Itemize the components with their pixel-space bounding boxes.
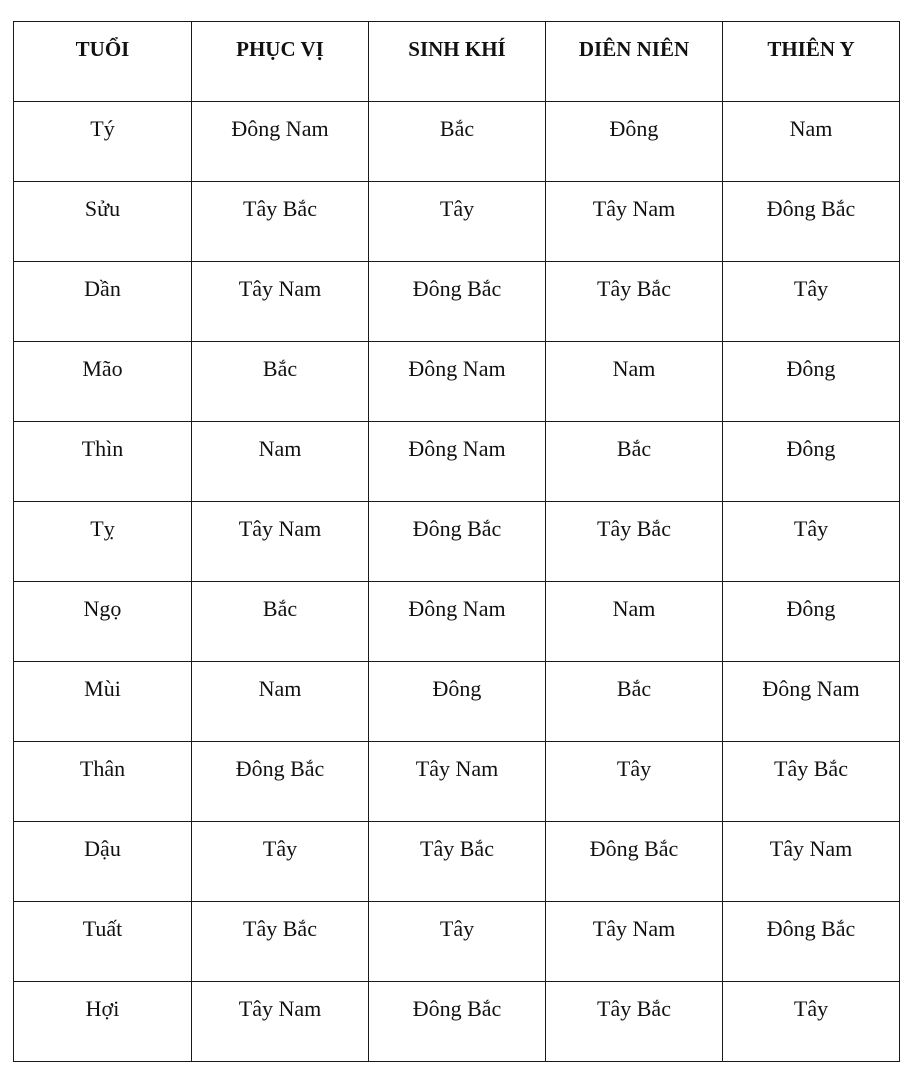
cell-sinh-khi: Đông — [369, 662, 546, 742]
table-row — [14, 182, 900, 262]
header-sinh-khi: SINH KHÍ — [369, 22, 546, 102]
cell-tuoi: Mão — [14, 342, 192, 422]
table-row — [14, 822, 900, 902]
table-row — [14, 982, 900, 1062]
cell-phuc-vi: Tây Bắc — [192, 182, 369, 262]
cell-sinh-khi: Đông Nam — [369, 582, 546, 662]
cell-dien-nien: Tây Bắc — [546, 982, 723, 1062]
header-row — [14, 22, 900, 102]
header-thien-y: THIÊN Y — [723, 22, 900, 102]
table-row — [14, 902, 900, 982]
cell-tuoi: Dần — [14, 262, 192, 342]
header-phuc-vi: PHỤC VỊ — [192, 22, 369, 102]
cell-sinh-khi: Tây — [369, 182, 546, 262]
cell-thien-y: Đông — [723, 422, 900, 502]
direction-table — [13, 21, 900, 1062]
cell-phuc-vi: Nam — [192, 422, 369, 502]
cell-tuoi: Thìn — [14, 422, 192, 502]
table-row — [14, 422, 900, 502]
cell-thien-y: Tây Bắc — [723, 742, 900, 822]
cell-phuc-vi: Tây — [192, 822, 369, 902]
table-row — [14, 582, 900, 662]
cell-thien-y: Tây — [723, 982, 900, 1062]
cell-sinh-khi: Đông Nam — [369, 422, 546, 502]
cell-tuoi: Dậu — [14, 822, 192, 902]
cell-phuc-vi: Bắc — [192, 342, 369, 422]
cell-sinh-khi: Bắc — [369, 102, 546, 182]
cell-thien-y: Tây — [723, 262, 900, 342]
cell-tuoi: Tuất — [14, 902, 192, 982]
table-row — [14, 102, 900, 182]
cell-thien-y: Đông — [723, 582, 900, 662]
cell-phuc-vi: Đông Bắc — [192, 742, 369, 822]
cell-thien-y: Tây Nam — [723, 822, 900, 902]
cell-dien-nien: Tây Bắc — [546, 262, 723, 342]
cell-thien-y: Nam — [723, 102, 900, 182]
cell-sinh-khi: Tây Nam — [369, 742, 546, 822]
cell-sinh-khi: Tây — [369, 902, 546, 982]
header-tuoi: TUỔI — [14, 22, 192, 102]
cell-sinh-khi: Tây Bắc — [369, 822, 546, 902]
table-row — [14, 342, 900, 422]
cell-phuc-vi: Nam — [192, 662, 369, 742]
cell-thien-y: Đông Bắc — [723, 902, 900, 982]
cell-phuc-vi: Tây Bắc — [192, 902, 369, 982]
cell-tuoi: Thân — [14, 742, 192, 822]
table-header — [14, 22, 900, 102]
cell-tuoi: Tý — [14, 102, 192, 182]
cell-dien-nien: Nam — [546, 582, 723, 662]
cell-dien-nien: Tây Bắc — [546, 502, 723, 582]
cell-phuc-vi: Tây Nam — [192, 262, 369, 342]
table-body — [14, 102, 900, 1062]
cell-sinh-khi: Đông Nam — [369, 342, 546, 422]
cell-thien-y: Đông Bắc — [723, 182, 900, 262]
cell-dien-nien: Tây Nam — [546, 182, 723, 262]
cell-sinh-khi: Đông Bắc — [369, 502, 546, 582]
cell-dien-nien: Tây — [546, 742, 723, 822]
header-dien-nien: DIÊN NIÊN — [546, 22, 723, 102]
cell-tuoi: Tỵ — [14, 502, 192, 582]
cell-dien-nien: Bắc — [546, 662, 723, 742]
table-row — [14, 502, 900, 582]
cell-thien-y: Đông — [723, 342, 900, 422]
cell-thien-y: Tây — [723, 502, 900, 582]
cell-thien-y: Đông Nam — [723, 662, 900, 742]
table-row — [14, 742, 900, 822]
table-row — [14, 662, 900, 742]
cell-sinh-khi: Đông Bắc — [369, 982, 546, 1062]
cell-phuc-vi: Tây Nam — [192, 502, 369, 582]
cell-dien-nien: Tây Nam — [546, 902, 723, 982]
cell-dien-nien: Nam — [546, 342, 723, 422]
cell-dien-nien: Bắc — [546, 422, 723, 502]
cell-tuoi: Sửu — [14, 182, 192, 262]
cell-phuc-vi: Đông Nam — [192, 102, 369, 182]
cell-dien-nien: Đông — [546, 102, 723, 182]
cell-sinh-khi: Đông Bắc — [369, 262, 546, 342]
cell-phuc-vi: Tây Nam — [192, 982, 369, 1062]
cell-tuoi: Ngọ — [14, 582, 192, 662]
cell-dien-nien: Đông Bắc — [546, 822, 723, 902]
cell-tuoi: Mùi — [14, 662, 192, 742]
table-row — [14, 262, 900, 342]
cell-tuoi: Hợi — [14, 982, 192, 1062]
cell-phuc-vi: Bắc — [192, 582, 369, 662]
